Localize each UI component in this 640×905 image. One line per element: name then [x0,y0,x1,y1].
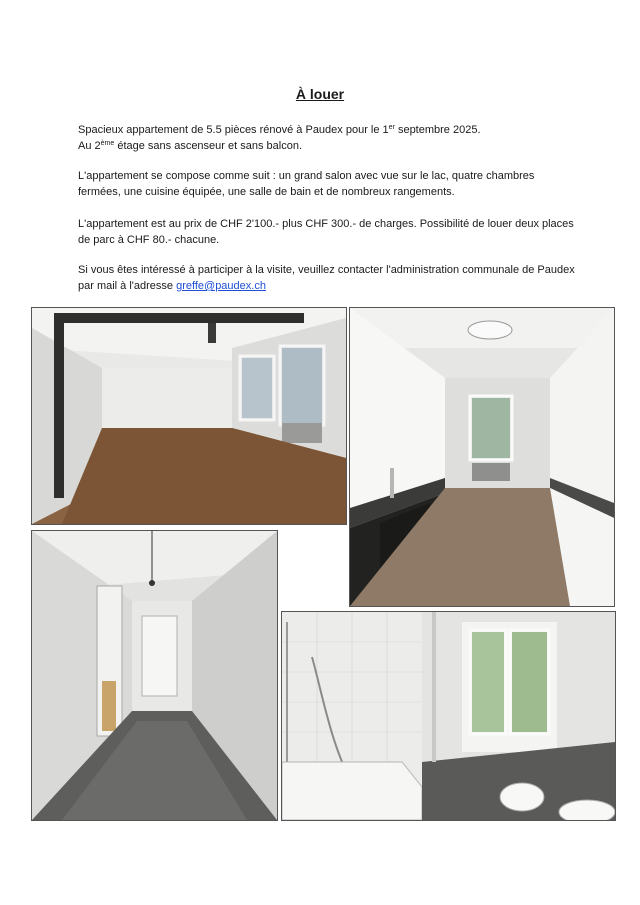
contact-text: Si vous êtes intéressé à participer à la visite, veuillez contacter l'administration communale de Paudex par mail à l'adresse [78,264,575,292]
intro-paragraph [78,122,578,154]
hallway-photo [31,530,278,821]
intro-line2-text: Au 2 [78,140,101,152]
price-paragraph: L'appartement est au prix de CHF 2'100.- plus CHF 300.- de charges. Possibilité de louer deux places de parc à CHF 80.- chacune. [78,218,574,246]
living-room-photo [31,307,347,525]
contact-paragraph [78,262,578,294]
intro-line1-text: Spacieux appartement de 5.5 pièces rénové à Paudex pour le 1 [78,124,389,136]
intro-line1-end: septembre 2025. [394,124,481,136]
kitchen-photo [349,307,615,607]
composition-paragraph: L'appartement se compose comme suit : un grand salon avec vue sur le lac, quatre chambres fermées, une cuisine équipée, une salle de bain et de nombreux rangements. [78,170,535,198]
intro-line2-sup: ème [100,140,115,147]
intro-line2-end: étage sans ascenseur et sans balcon. [114,140,302,152]
page-title: À louer [295,86,345,102]
bathroom-photo [281,611,616,821]
intro-line1-sup: er [388,124,395,131]
contact-email-link[interactable]: greffe@paudex.ch [176,280,266,292]
